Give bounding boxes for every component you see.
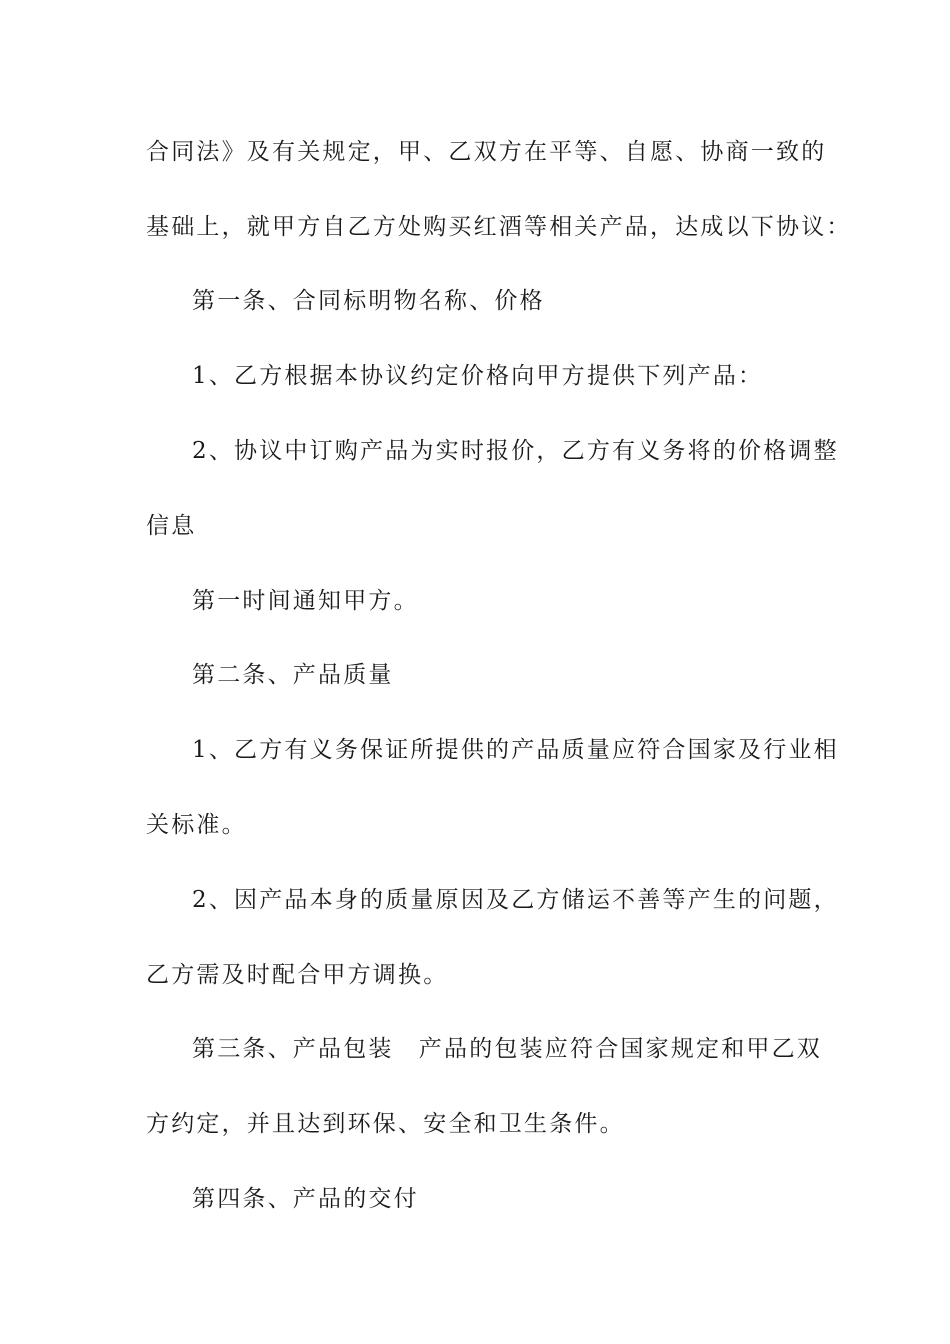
body-text-line: 信息 (146, 513, 197, 539)
section-heading-1: 第一条、合同标明物名称、价格 (192, 288, 545, 314)
clause-2-2: 2、因产品本身的质量原因及乙方储运不善等产生的问题， (192, 887, 839, 913)
clause-1-1: 1、乙方根据本协议约定价格向甲方提供下列产品： (192, 363, 764, 389)
section-heading-2: 第二条、产品质量 (192, 662, 394, 688)
body-text-line: 第一时间通知甲方。 (192, 588, 419, 614)
clause-2-1: 1、乙方有义务保证所提供的产品质量应符合国家及行业相 (192, 737, 839, 763)
section-heading-3: 第三条、产品包装 产品的包装应符合国家规定和甲乙双 (192, 1036, 822, 1062)
clause-1-2: 2、协议中订购产品为实时报价，乙方有义务将的价格调整 (192, 438, 839, 464)
body-text-line: 方约定，并且达到环保、安全和卫生条件。 (146, 1111, 625, 1137)
section-heading-4: 第四条、产品的交付 (192, 1186, 419, 1212)
body-text-line: 合同法》及有关规定，甲、乙双方在平等、自愿、协商一致的 (146, 139, 827, 165)
body-text-line: 基础上，就甲方自乙方处购买红酒等相关产品，达成以下协议： (146, 214, 852, 240)
body-text-line: 乙方需及时配合甲方调换。 (146, 962, 449, 988)
body-text-line: 关标准。 (146, 812, 247, 838)
